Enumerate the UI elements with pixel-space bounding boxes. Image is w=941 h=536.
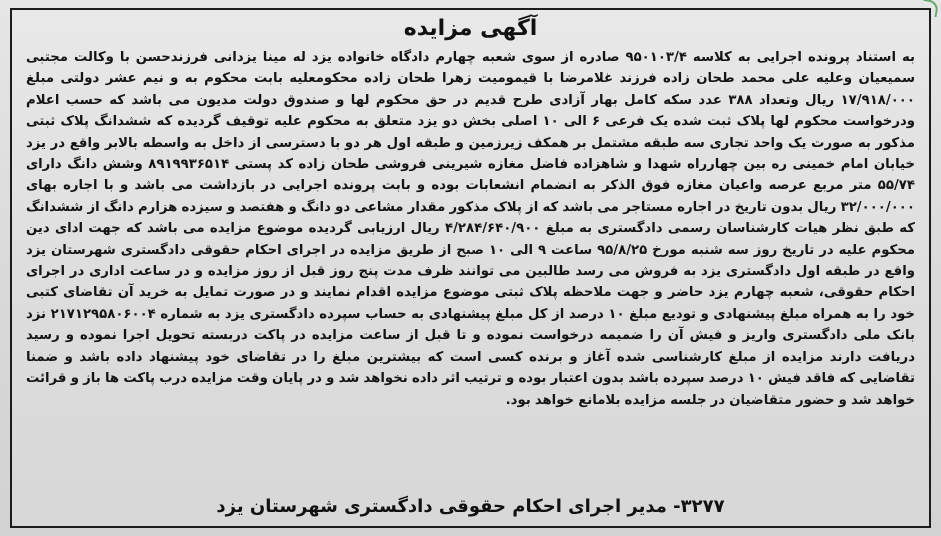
notice-footer-signature: ۳۲۷۷- مدیر اجرای احکام حقوقی دادگستری شهرستان یزد — [216, 496, 725, 517]
notice-title: آگهی مزایده — [403, 16, 538, 41]
notice-frame — [10, 8, 931, 528]
notice-body: به استناد پرونده اجرایی به کلاسه ۹۵۰۱۰۳/۴ صادره از سوی شعبه چهارم دادگاه خانواده یزد له مینا یزدانی فرزندحسن با وکالت مجتبی سمیعیان وعلیه علی محمد طحان زاده فرزند غلامرضا با قیمومیت زهرا طحان زاده محکومعلیه بابت محکوم به و نیم عشر دولتی مبلغ ۱۷/۹۱۸/۰۰۰ ریال وتعداد ۳۸۸ عدد سکه کامل بهار آزادی طرح قدیم در حق محکوم لها و صندوق دولت مدیون می باشد که حسب اعلام ودرخواست محکوم لها پلاک ثبت شده یک فرعی ۶ الی ۱۰ اصلی بخش دو یزد متعلق به محکوم علیه توقیف گردیده که ششدانگ پلاک ثبتی مذکور به صورت یک واحد تجاری سه طبقه مشتمل بر همکف زیرزمین و طبقه اول هر دو با دسترسی از داخل به واسطه بالابر واقع در یزد خیابان امام خمینی ره بین چهارراه شهدا و شاهزاده فاضل مغازه شیرینی فروشی طحان زاده کد پستی ۸۹۱۹۹۳۶۵۱۴ وشش دانگ دارای ۵۵/۷۴ متر مربع عرصه واعیان مغازه فوق الذکر به انضمام انشعابات بوده و بابت پرونده اجرایی در بازداشت می باشد و با اجاره بهای ۳۲/۰۰۰/۰۰۰ ریال بدون تاریخ در اجاره مستاجر می باشد که از پلاک مذکور مقدار مشاعی دو دانگ و هفتصد و سیزده هزارم دانگ از ششدانگ که طبق نظر هیات کارشناسان رسمی دادگستری به مبلغ ۴/۲۸۴/۶۴۰/۹۰۰ ریال ارزیابی گردیده موضوع مزایده می باشد که جهت ادای دین محکوم علیه در تاریخ روز سه شنبه مورخ ۹۵/۸/۲۵ ساعت ۹ الی ۱۰ صبح از طریق مزایده در اجرای احکام حقوقی دادگستری شهرستان یزد واقع در طبقه اول دادگستری یزد به فروش می رسد طالبین می توانند ظرف مدت پنج روز قبل از روز مزایده و در ساعت اداری در اجرای احکام حقوقی، شعبه چهارم یزد حاضر و جهت ملاحظه پلاک ثبتی موضوع مزایده اقدام نمایند و در صورت تمایل به خرید آن تقاضای کتبی خود را به همراه مبلغ پیشنهادی و تودیع مبلغ ۱۰ درصد از کل مبلغ پیشنهادی به حساب سپرده دادگستری یزد به شماره ۲۱۷۱۲۹۵۸۰۶۰۰۴ نزد بانک ملی دادگستری واریز و فیش آن را ضمیمه درخواست نموده و تا قبل از ساعت مزایده در پاکت دربسته تحویل اجرا نموده و رسید دریافت دارند مزایده از مبلغ کارشناسی شده آغاز و برنده کسی است که بیشترین مبلغ را در تقاضای خود پیشنهاد داده باشد و ضمنا تقاضایی که فاقد فیش ۱۰ درصد سپرده باشد بدون اعتبار بوده و ترتیب اثر داده نخواهد شد و در پایان وقت مزایده درب پاکت ها باز و قرائت خواهد شد و حضور متقاضیان در جلسه مزایده بلامانع خواهد بود. — [26, 50, 916, 408]
